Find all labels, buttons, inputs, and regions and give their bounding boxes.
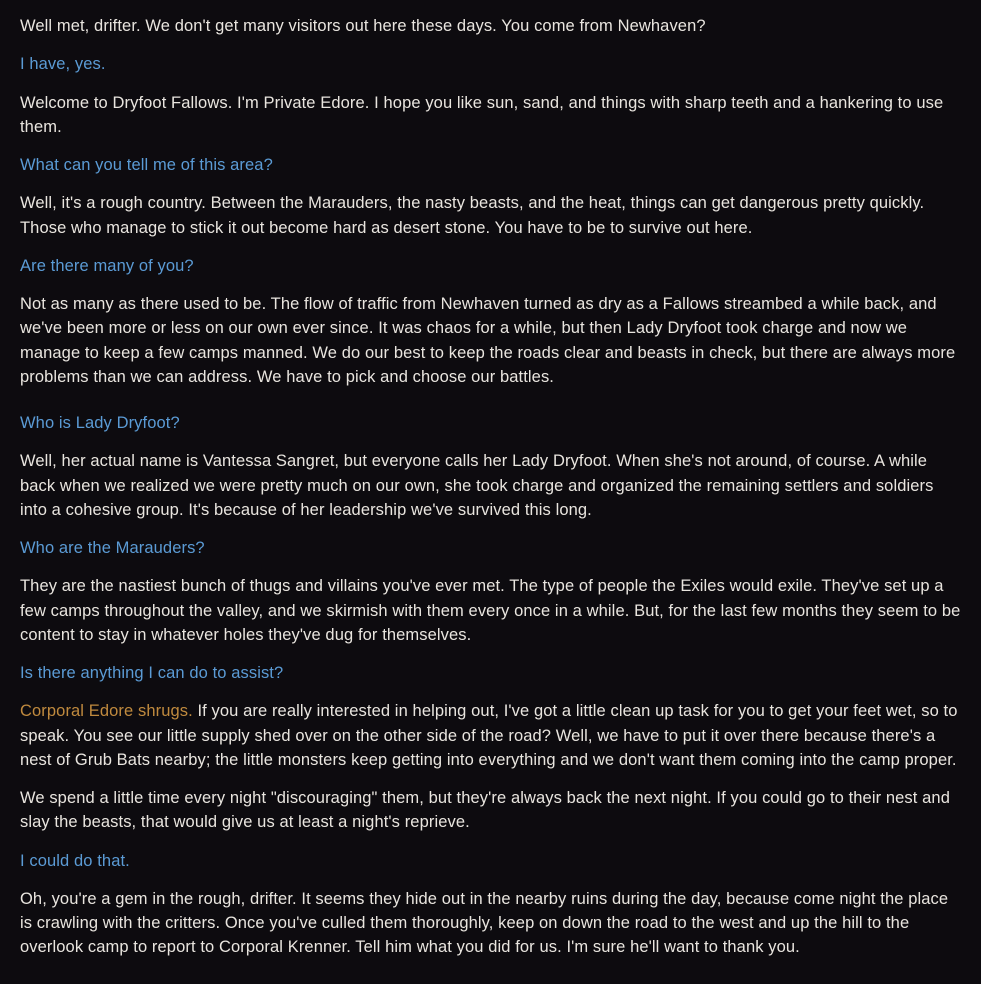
npc-line: Well met, drifter. We don't get many visitors out here these days. You come from Newhaven? bbox=[20, 17, 706, 35]
npc-line: Well, it's a rough country. Between the Marauders, the nasty beasts, and the heat, things can get dangerous pretty quickly. Those who manage to stick it out become hard as desert stone. You have to be to survive out here. bbox=[20, 194, 925, 237]
player-dialogue-option[interactable]: Who is Lady Dryfoot? bbox=[20, 414, 180, 432]
player-dialogue-option[interactable]: I could do that. bbox=[20, 851, 130, 870]
npc-line: We spend a little time every night "discouraging" them, but they're always back the next night. If you could go to their nest and slay the beasts, that would give us at least a night's reprieve. bbox=[20, 789, 950, 832]
section-spacer bbox=[20, 403, 961, 411]
narration-line bbox=[20, 699, 961, 772]
player-dialogue-option[interactable]: Is there anything I can do to assist? bbox=[20, 664, 284, 682]
npc-line: Oh, you're a gem in the rough, drifter. It seems they hide out in the nearby ruins during the day, because come night the place is crawling with the critters. Once you've culled them thoroughly, keep on down the road to the west and up the hill to the overlook camp to report to Corporal Krenner. Tell him what you did for us. I'm sure he'll want to thank you. bbox=[20, 889, 949, 957]
npc-line: Not as many as there used to be. The flow of traffic from Newhaven turned as dry as a Fallows streambed a while back, and we've been more or less on our own ever since. It was chaos for a while, but then Lady Dryfoot took charge and now we manage to keep a few camps manned. We do our best to keep the roads clear and beasts in check, but there are always more problems than we can address. We have to pick and choose our battles. bbox=[20, 295, 956, 386]
player-dialogue-option[interactable]: I have, yes. bbox=[20, 55, 106, 74]
npc-line-text: If you are really interested in helping out, I've got a little clean up task for you to get your feet wet, so to speak. You see our little supply shed over on the other side of the road? Well, we have to put it over there because there's a nest of Grub Bats nearby; the little monsters keep getting into everything and we don't want them coming into the camp proper. bbox=[20, 702, 958, 769]
player-dialogue-option[interactable]: What can you tell me of this area? bbox=[20, 156, 273, 174]
npc-line: They are the nastiest bunch of thugs and villains you've ever met. The type of people the Exiles would exile. They've set up a few camps throughout the valley, and we skirmish with them every once in a while. But, for the last few months they seem to be content to stay in whatever holes they've dug for themselves. bbox=[20, 577, 961, 644]
npc-line: Welcome to Dryfoot Fallows. I'm Private Edore. I hope you like sun, sand, and things with sharp teeth and a hankering to use them. bbox=[20, 93, 944, 136]
player-dialogue-option[interactable]: Are there many of you? bbox=[20, 256, 194, 275]
npc-line: Well, her actual name is Vantessa Sangret, but everyone calls her Lady Dryfoot. When she's not around, of course. A while back when we realized we were pretty much on our own, she took charge and organized the remaining settlers and soldiers into a cohesive group. It's because of her leadership we've survived this long. bbox=[20, 452, 934, 519]
player-dialogue-option[interactable]: Who are the Marauders? bbox=[20, 539, 205, 557]
narration-emphasis: Corporal Edore shrugs. bbox=[20, 702, 193, 721]
